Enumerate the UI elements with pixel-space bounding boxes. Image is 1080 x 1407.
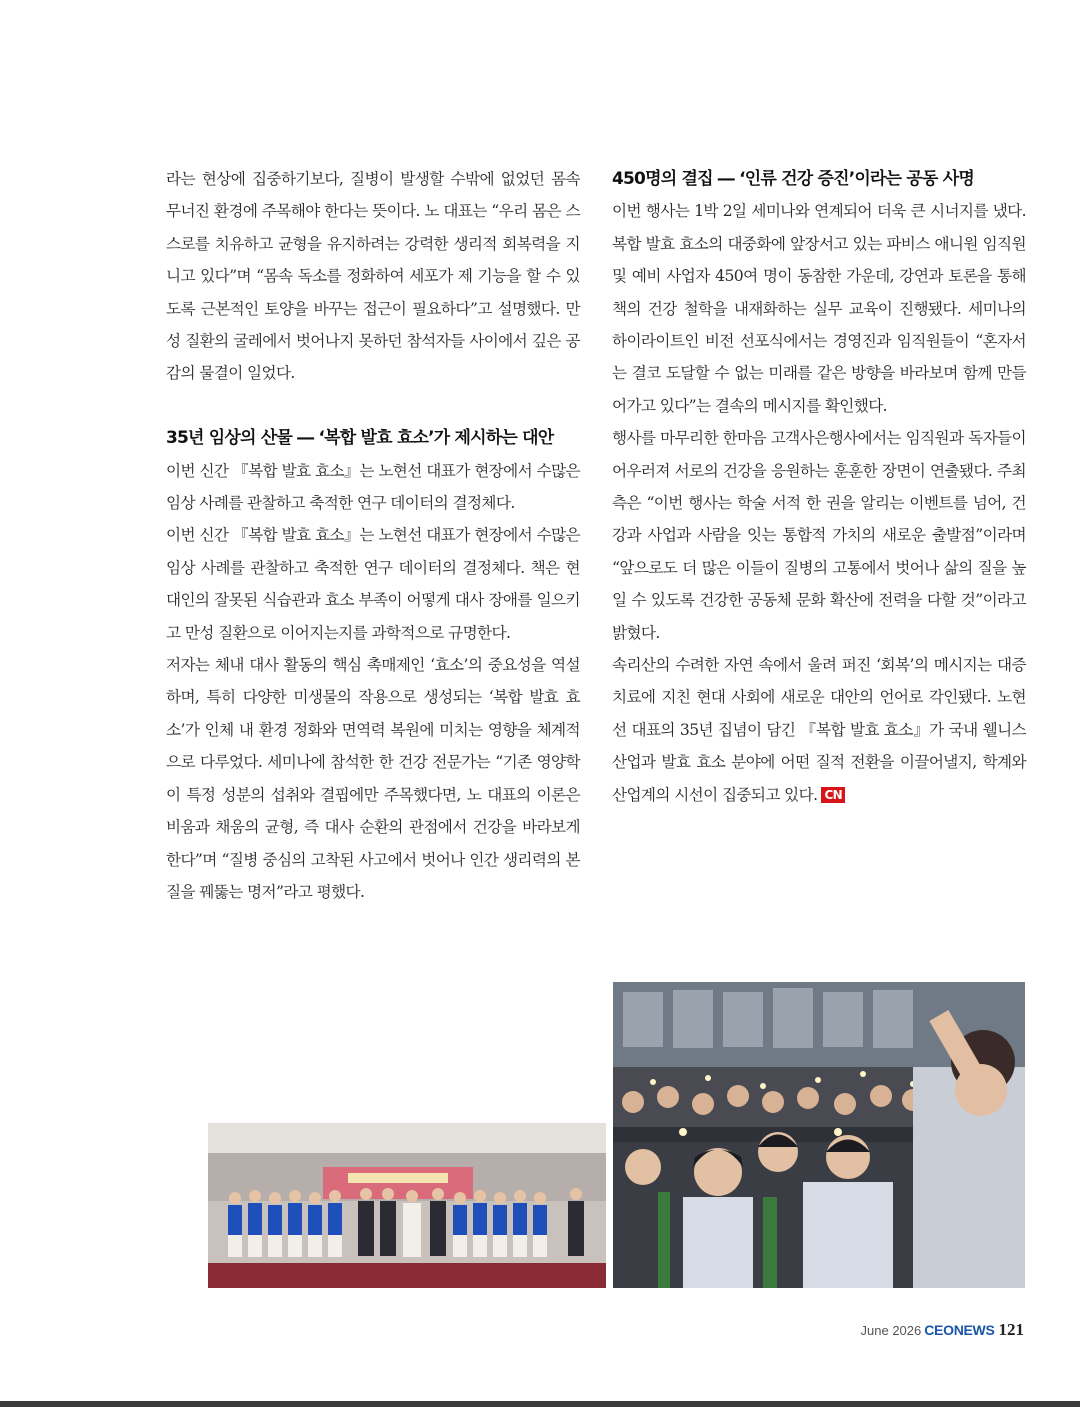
article-paragraph: 라는 현상에 집중하기보다, 질병이 발생할 수밖에 없었던 몸속 무너진 환경에 주목해야 한다는 뜻이다. 노 대표는 “우리 몸은 스스로를 치유하고 균형을 유지하려는 강력한 생리적 회복력을 지니고 있다”며 “몸속 독소를 정화하여 세포가 제 기능을 할 수 있도록 근본적인 토양을 바꾸는 접근이 필요하다”고 설명했다. 만성 질환의 굴레에서 벗어나지 못하던 참석자들 사이에서 깊은 공감의 물결이 일었다. [166, 170, 580, 383]
page-number: 121 [998, 1320, 1024, 1339]
end-mark-badge: CN [821, 787, 845, 803]
paragraph-text: 행사를 마무리한 한마음 고객사은행사에서는 임직원과 독자들이 어우러져 서로의 건강을 응원하는 훈훈한 장면이 연출됐다. 주최 측은 “이번 행사는 학술 서적 한 권을 알리는 이벤트를 넘어, 건강과 사업과 사람을 잇는 통합적 가치의 새로운 출발점”이라며 “앞으로도 더 많은 이들이 질병의 고통에서 벗어나 삶의 질을 높일 수 있도록 건강한 공동체 문화 확산에 전력을 다할 것”이라고 밝혔다. [612, 429, 1026, 642]
paragraph-text: 속리산의 수려한 자연 속에서 울려 퍼진 ‘회복’의 메시지는 대증치료에 지친 현대 사회에 새로운 대안의 언어로 각인됐다. 노현선 대표의 35년 집념이 담긴 『복합 발효 효소』가 국내 웰니스 산업과 발효 효소 분야에 어떤 질적 전환을 이끌어낼지, 학계와 산업계의 시선이 집중되고 있다. [612, 656, 1026, 804]
magazine-brand: CEONEWS [924, 1322, 995, 1338]
section-spacer [166, 390, 580, 422]
article-right-column [612, 163, 1026, 811]
audience-photo-image [613, 982, 1025, 1288]
section-heading: 35년 임상의 산물 ― ‘복합 발효 효소’가 제시하는 대안 [166, 428, 554, 449]
group-photo [208, 1123, 606, 1288]
audience-photo [613, 982, 1025, 1288]
article-paragraph: 저자는 체내 대사 활동의 핵심 촉매제인 ‘효소’의 중요성을 역설하며, 특히 다양한 미생물의 작용으로 생성되는 ‘복합 발효 효소’가 인체 내 환경 정화와 면역력 복원에 미치는 영향을 체계적으로 다루었다. 세미나에 참석한 한 건강 전문가는 “기존 영양학이 특정 성분의 섭취와 결핍에만 주목했다면, 노 대표의 이론은 비움과 채움의 균형, 즉 대사 순환의 관점에서 건강을 바라보게 한다”며 “질병 중심의 고착된 사고에서 벗어나 인간 생리력의 본질을 꿰뚫는 명저”라고 평했다. [166, 656, 580, 901]
article-left-column [166, 163, 580, 908]
article-paragraph: 이번 신간 『복합 발효 효소』는 노현선 대표가 현장에서 수많은 임상 사례를 관찰하고 축적한 연구 데이터의 결정체다. 책은 현대인의 잘못된 식습관과 효소 부족이 어떻게 대사 장애를 일으키고 만성 질환으로 이어지는지를 과학적으로 규명한다. [166, 526, 580, 642]
page-footer [861, 1320, 1024, 1340]
article-paragraph [612, 649, 1026, 811]
issue-date: June 2026 [860, 1323, 922, 1338]
article-paragraph: 이번 신간 『복합 발효 효소』는 노현선 대표가 현장에서 수많은 임상 사례를 관찰하고 축적한 연구 데이터의 결정체다. [166, 461, 580, 513]
section-heading: 450명의 결집 ― ‘인류 건강 증진’이라는 공동 사명 [612, 169, 975, 189]
article-paragraph [612, 422, 1026, 649]
article-paragraph: 이번 행사는 1박 2일 세미나와 연계되어 더욱 큰 시너지를 냈다. 복합 발효 효소의 대중화에 앞장서고 있는 파비스 애니원 임직원 및 예비 사업자 450여 명이 동참한 가운데, 강연과 토론을 통해 책의 건강 철학을 내재화하는 실무 교육이 진행됐다. 세미나의 하이라이트인 비전 선포식에서는 경영진과 임직원들이 “혼자서는 결코 도달할 수 없는 미래를 같은 방향을 바라보며 함께 만들어가고 있다”는 결속의 메시지를 확인했다. [612, 202, 1026, 415]
group-photo-image [208, 1123, 606, 1288]
bottom-edge-bar [0, 1401, 1080, 1407]
